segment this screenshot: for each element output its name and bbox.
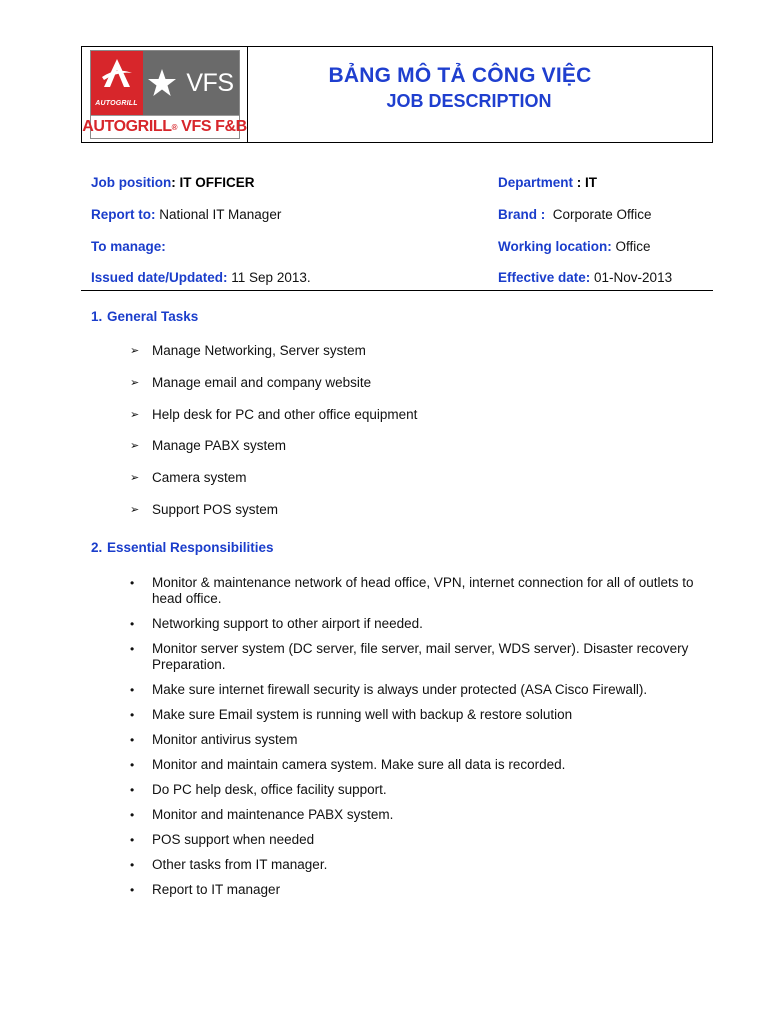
brand-label: Brand : [498, 207, 546, 222]
list-item [130, 438, 417, 470]
arrowhead-icon: ➢ [130, 440, 140, 453]
section-number: 2. [91, 540, 103, 555]
effective-date-label: Effective date: [498, 270, 591, 285]
department-row [498, 175, 597, 190]
header-divider [81, 290, 713, 291]
list-item-text: Monitor server system (DC server, file server, mail server, WDS server). Disaster recovery Preparation. [152, 641, 689, 672]
bullet-dot-icon: • [130, 883, 135, 897]
logo-brand-small: AUTOGRILL [95, 100, 138, 107]
department-value: : IT [573, 175, 598, 190]
list-item [130, 757, 720, 773]
essential-responsibilities-list [130, 575, 720, 907]
list-item [130, 707, 720, 723]
section-essential-responsibilities-title [91, 540, 274, 555]
bullet-dot-icon: • [130, 833, 135, 847]
working-location-label: Working location: [498, 239, 612, 254]
report-to-row [91, 207, 281, 222]
section-title-text: Essential Responsibilities [107, 540, 274, 555]
list-item [130, 575, 720, 607]
to-manage-label: To manage: [91, 239, 166, 254]
list-item [130, 682, 720, 698]
working-location-value: Office [611, 239, 651, 254]
company-logo [82, 50, 247, 139]
document-title-english: JOB DESCRIPTION [386, 91, 552, 111]
list-item-text: Support POS system [152, 501, 279, 517]
working-location-row [498, 239, 651, 254]
list-item [130, 375, 417, 407]
list-item-text: Manage email and company website [152, 374, 372, 390]
list-item [130, 343, 417, 375]
department-label: Department [498, 175, 574, 190]
list-item-text: Monitor antivirus system [152, 732, 298, 747]
logo-vfs-text: VFS [186, 68, 234, 97]
list-item-text: Make sure Email system is running well with backup & restore solution [152, 707, 573, 722]
bullet-dot-icon: • [130, 783, 135, 797]
bullet-dot-icon: • [130, 808, 135, 822]
bullet-dot-icon: • [130, 733, 135, 747]
list-item-text: Monitor and maintenance PABX system. [152, 807, 394, 822]
list-item [130, 782, 720, 798]
logo-red-panel [91, 51, 143, 115]
list-item [130, 470, 417, 502]
list-item-text: Other tasks from IT manager. [152, 857, 328, 872]
arrowhead-icon: ➢ [130, 472, 140, 485]
list-item [130, 502, 417, 534]
bullet-dot-icon: • [130, 642, 135, 656]
list-item-text: Camera system [152, 470, 247, 486]
list-item-text: Make sure internet firewall security is always under protected (ASA Cisco Firewall). [152, 682, 648, 697]
list-item [130, 732, 720, 748]
list-item-text: Networking support to other airport if needed. [152, 616, 423, 631]
effective-date-row [498, 270, 672, 285]
list-item [130, 616, 720, 632]
list-item-text: POS support when needed [152, 832, 315, 847]
effective-date-value: 01-Nov-2013 [590, 270, 673, 285]
issued-date-row [91, 270, 311, 285]
title-cell [248, 47, 712, 142]
list-item [130, 807, 720, 823]
list-item-text: Report to IT manager [152, 882, 281, 897]
arrowhead-icon: ➢ [130, 376, 140, 389]
arrowhead-icon: ➢ [130, 345, 140, 357]
job-position-value: : IT OFFICER [171, 175, 255, 190]
document-header [81, 46, 713, 143]
list-item [130, 857, 720, 873]
report-to-value: National IT Manager [155, 207, 282, 222]
bullet-dot-icon: • [130, 708, 135, 722]
list-item [130, 832, 720, 848]
to-manage-row [91, 239, 166, 254]
list-item-text: Monitor and maintain camera system. Make sure all data is recorded. [152, 757, 566, 772]
list-item-text: Manage PABX system [152, 438, 287, 454]
logo-wordmark-rest: VFS F&B [177, 118, 247, 135]
list-item-text: Monitor & maintenance network of head office, VPN, internet connection for all of outlets to head office. [152, 575, 694, 606]
logo-wordmark [82, 115, 247, 138]
bullet-dot-icon: • [130, 617, 135, 631]
arrowhead-icon: ➢ [130, 408, 140, 421]
logo-wordmark-autogrill: AUTOGRILL [82, 118, 172, 135]
list-item [130, 882, 720, 898]
job-position-label: Job position [91, 175, 172, 190]
logo-cell [82, 47, 248, 142]
logo-gray-panel [143, 51, 239, 115]
brand-row [498, 207, 652, 222]
general-tasks-list [130, 343, 417, 534]
section-general-tasks-title [91, 309, 198, 324]
section-number: 1. [91, 309, 103, 324]
autogrill-a-icon [100, 57, 134, 91]
bullet-dot-icon: • [130, 758, 135, 772]
arrowhead-icon: ➢ [130, 503, 140, 516]
bullet-dot-icon: • [130, 858, 135, 872]
brand-value: Corporate Office [545, 207, 652, 222]
list-item-text: Manage Networking, Server system [152, 343, 366, 358]
issued-date-label: Issued date/Updated: [91, 270, 228, 285]
document-title-vietnamese: BẢNG MÔ TẢ CÔNG VIỆC [328, 64, 592, 87]
report-to-label: Report to: [91, 207, 156, 222]
logo-registered-mark: ® [171, 122, 178, 132]
list-item-text: Do PC help desk, office facility support. [152, 782, 387, 797]
section-title-text: General Tasks [107, 309, 199, 324]
job-position-row [91, 175, 255, 190]
bullet-dot-icon: • [130, 683, 135, 697]
list-item-text: Help desk for PC and other office equipment [152, 406, 418, 422]
list-item [130, 641, 720, 673]
star-icon [147, 68, 177, 98]
bullet-dot-icon: • [130, 576, 135, 590]
list-item [130, 407, 417, 439]
issued-date-value: 11 Sep 2013. [227, 270, 311, 285]
logo-top [91, 51, 239, 115]
